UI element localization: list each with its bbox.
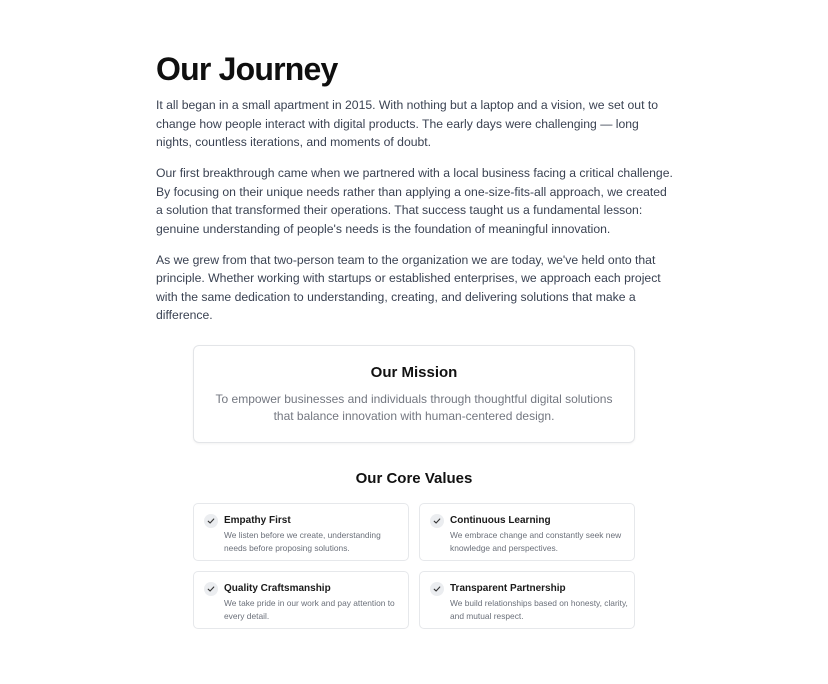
check-icon	[430, 582, 444, 596]
value-card-transparent-partnership	[419, 571, 635, 629]
value-card-continuous-learning	[419, 503, 635, 561]
mission-card	[193, 345, 635, 443]
journey-story	[156, 96, 676, 337]
check-icon	[430, 514, 444, 528]
value-card-empathy-first	[193, 503, 409, 561]
mission-title: Our Mission	[370, 364, 458, 381]
check-icon	[204, 514, 218, 528]
value-description: We build relationships based on honesty, clarity, and mutual respect.	[450, 598, 628, 621]
value-title: Transparent Partnership	[450, 583, 566, 594]
mission-text: To empower businesses and individuals through thoughtful digital solutions that balance innovation with human-centered design.	[215, 392, 613, 423]
value-description: We take pride in our work and pay attention to every detail.	[224, 598, 395, 621]
value-description: We embrace change and constantly seek new knowledge and perspectives.	[450, 530, 622, 553]
value-title: Empathy First	[224, 515, 291, 526]
value-title: Continuous Learning	[450, 515, 551, 526]
story-paragraph: It all began in a small apartment in 2015. With nothing but a laptop and a vision, we set out to change how people interact with digital products. The early days were challenging — long nights, countless iterations, and moments of doubt.	[156, 98, 659, 149]
value-title: Quality Craftsmanship	[224, 583, 331, 594]
core-values-title: Our Core Values	[355, 470, 473, 487]
story-paragraph: As we grew from that two-person team to the organization we are today, we've held onto that principle. Whether working with startups or established enterprises, we approach each project with the same dedication to understanding, creating, and delivering solutions that make a difference.	[156, 252, 661, 322]
check-icon	[204, 582, 218, 596]
page-title: Our Journey	[156, 51, 338, 87]
value-description: We listen before we create, understanding needs before proposing solutions.	[224, 530, 381, 553]
value-card-quality-craftsmanship	[193, 571, 409, 629]
story-paragraph: Our first breakthrough came when we partnered with a local business facing a critical challenge. By focusing on their unique needs rather than applying a one-size-fits-all approach, we created a solution that transformed their operations. That success taught us a fundamental lesson: genuine understanding of people's needs is the foundation of meaningful innovation.	[156, 166, 673, 236]
